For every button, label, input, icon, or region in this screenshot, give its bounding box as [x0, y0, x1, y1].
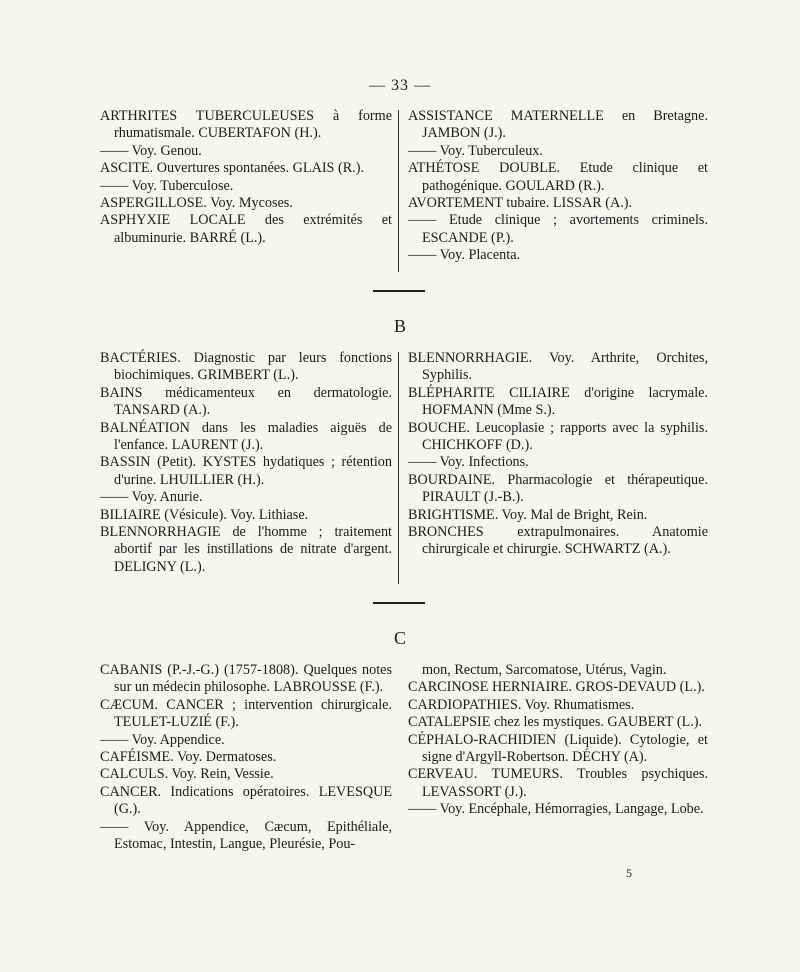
column-divider: [398, 352, 399, 584]
index-entry: ASPERGILLOSE. Voy. Mycoses.: [100, 195, 293, 212]
index-entry: —— Voy. Tuberculose.: [100, 177, 234, 194]
folio-number: 5: [626, 866, 632, 880]
index-entry: BLÉPHARITE CILIAIRE d'origine lacrymale. HOFMANN (Mme S.).: [408, 384, 708, 419]
index-entry: CÉPHALO-RACHIDIEN (Liquide). Cytologie, et signe d'Argyll-Robertson. DÉCHY (A).: [408, 731, 708, 766]
index-entry: —— Voy. Encéphale, Hémorragies, Langage, Lobe.: [408, 801, 704, 818]
section-separator: [373, 290, 425, 292]
index-entry: BACTÉRIES. Diagnostic par leurs fonctions biochimiques. GRIMBERT (L.).: [100, 350, 392, 384]
index-entry: —— Voy. Tuberculeux.: [408, 142, 543, 159]
index-entry: ATHÉTOSE DOUBLE. Etude clinique et pathogénique. GOULARD (R.).: [408, 160, 708, 194]
index-entry: BASSIN (Petit). KYSTES hydatiques ; rétention d'urine. LHUILLIER (H.).: [100, 454, 392, 488]
column-right: [408, 662, 708, 819]
index-entry: CARDIOPATHIES. Voy. Rhumatismes.: [408, 696, 635, 713]
index-entry: BOURDAINE. Pharmacologie et thérapeutique. PIRAULT (J.-B.).: [408, 471, 708, 506]
column-divider: [398, 110, 399, 272]
index-entry: BRONCHES extrapulmonaires. Anatomie chirurgicale et chirurgie. SCHWARTZ (A.).: [408, 524, 708, 558]
page-number: — 33 —: [369, 77, 431, 94]
section-letter-b: B: [393, 316, 406, 336]
index-entry: —— Etude clinique ; avortements criminels. ESCANDE (P.).: [408, 212, 708, 246]
index-entry: ARTHRITES TUBERCULEUSES à forme rhumatismale. CUBERTAFON (H.).: [100, 108, 392, 142]
section-b: [100, 350, 706, 590]
index-entry: CAFÉISME. Voy. Dermatoses.: [100, 749, 277, 766]
index-entry-continuation: mon, Rectum, Sarcomatose, Utérus, Vagin.: [422, 662, 667, 678]
index-entry: CABANIS (P.-J.-G.) (1757-1808). Quelques notes sur un médecin philosophe. LABROUSSE (F.).: [100, 662, 392, 696]
index-entry: BAINS médicamenteux en dermatologie. TANSARD (A.).: [100, 384, 392, 419]
index-entry: —— Voy. Anurie.: [100, 489, 203, 506]
index-entry: BALNÉATION dans les maladies aiguës de l'enfance. LAURENT (J.).: [100, 419, 392, 454]
index-entry: ASSISTANCE MATERNELLE en Bretagne. JAMBON (J.).: [408, 108, 708, 142]
section-c: [100, 662, 706, 862]
index-entry: CARCINOSE HERNIAIRE. GROS-DEVAUD (L.).: [408, 679, 705, 696]
section-separator: [373, 602, 425, 604]
index-entry: CALCULS. Voy. Rein, Vessie.: [100, 766, 274, 783]
column-left: [100, 350, 392, 576]
column-left: [100, 108, 392, 247]
index-entry: —— Voy. Genou.: [100, 142, 202, 159]
index-entry: AVORTEMENT tubaire. LISSAR (A.).: [408, 195, 633, 212]
column-left: [100, 662, 392, 853]
index-entry: ASPHYXIE LOCALE des extrémités et albuminurie. BARRÉ (L.).: [100, 212, 392, 246]
index-entry: BOUCHE. Leucoplasie ; rapports avec la syphilis. CHICHKOFF (D.).: [408, 419, 708, 454]
section-letter-c: C: [393, 628, 406, 648]
column-right: [408, 108, 708, 265]
index-entry: BLENNORRHAGIE. Voy. Arthrite, Orchites, Syphilis.: [408, 350, 708, 384]
index-entry: CERVEAU. TUMEURS. Troubles psychiques. LEVASSORT (J.).: [408, 766, 708, 800]
index-entry: —— Voy. Infections.: [408, 454, 529, 471]
index-entry: BILIAIRE (Vésicule). Voy. Lithiase.: [100, 506, 309, 523]
section-a: [100, 108, 706, 276]
index-entry: —— Voy. Appendice, Cæcum, Epithéliale, Estomac, Intestin, Langue, Pleurésie, Pou-: [100, 818, 392, 853]
index-entry: —— Voy. Appendice.: [100, 731, 225, 748]
column-right: [408, 350, 708, 559]
index-entry: CATALEPSIE chez les mystiques. GAUBERT (L.).: [408, 714, 703, 731]
index-entry: —— Voy. Placenta.: [408, 247, 521, 264]
index-entry: BLENNORRHAGIE de l'homme ; traitement abortif par les instillations de nitrate d'argent. DELIGNY (L.).: [100, 524, 392, 575]
index-entry: CANCER. Indications opératoires. LEVESQUE (G.).: [100, 783, 392, 818]
index-entry: ASCITE. Ouvertures spontanées. GLAIS (R.).: [100, 160, 364, 177]
index-entry: BRIGHTISME. Voy. Mal de Bright, Rein.: [408, 506, 648, 523]
index-entry: CÆCUM. CANCER ; intervention chirurgicale. TEULET-LUZIÉ (F.).: [100, 696, 392, 731]
